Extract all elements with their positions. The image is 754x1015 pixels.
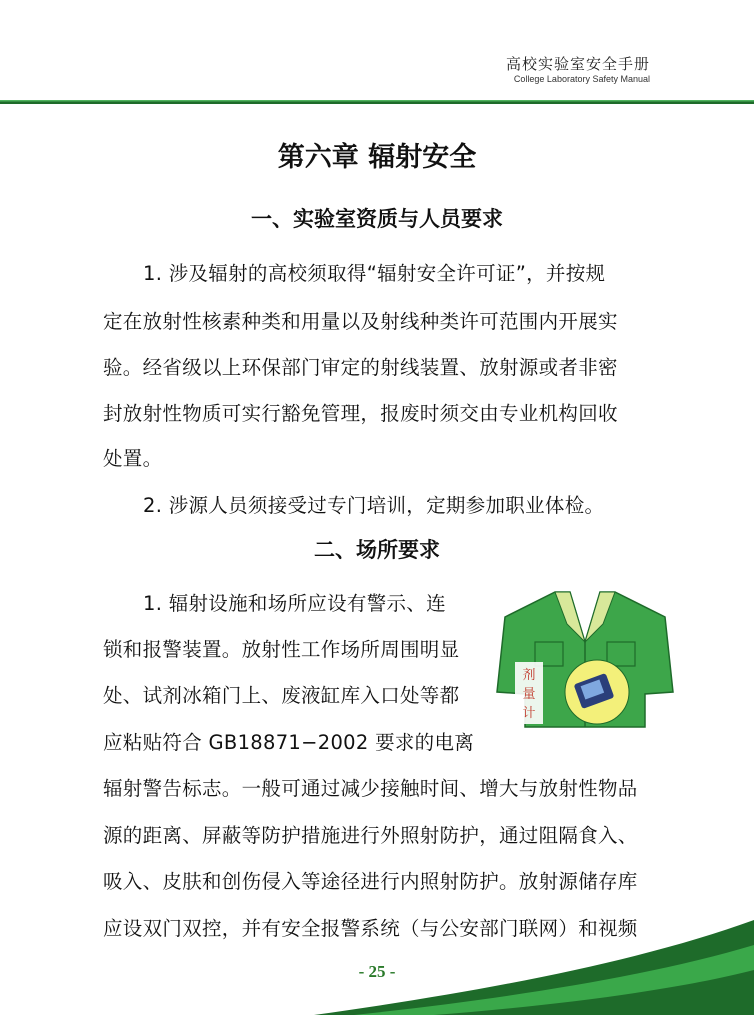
header-subtitle: College Laboratory Safety Manual (513, 74, 650, 84)
paragraph-line: 锁和报警装置。放射性工作场所周围明显 (103, 638, 460, 661)
header-title: 高校实验室安全手册 (505, 55, 650, 73)
paragraph-line: 应设双门双控，并有安全报警系统（与公安部门联网）和视频 (103, 917, 638, 940)
figure-label-char: 计 (522, 706, 536, 721)
corner-decoration (314, 920, 754, 1015)
dosimeter-illustration (495, 582, 675, 732)
paragraph-line: 2. 涉源人员须接受过专门培训，定期参加职业体检。 (143, 494, 605, 517)
paragraph-line: 处置。 (103, 447, 163, 470)
paragraph-line: 定在放射性核素种类和用量以及射线种类许可范围内开展实 (103, 310, 618, 333)
section-heading-1: 一、实验室资质与人员要求 (251, 206, 503, 231)
paragraph-line: 验。经省级以上环保部门审定的射线装置、放射源或者非密 (103, 356, 618, 379)
section-heading-2: 二、场所要求 (314, 537, 440, 562)
figure-label-char: 量 (522, 687, 536, 702)
paragraph-line: 源的距离、屏蔽等防护措施进行外照射防护，通过阻隔食入、 (103, 824, 638, 847)
paragraph-line: 吸入、皮肤和创伤侵入等途径进行内照射防护。放射源储存库 (103, 870, 638, 893)
figure-label-char: 剂 (522, 668, 536, 683)
chapter-title: 第六章 辐射安全 (277, 142, 477, 173)
paragraph-line: 辐射警告标志。一般可通过减少接触时间、增大与放射性物品 (103, 777, 638, 800)
paragraph-line: 1. 涉及辐射的高校须取得“辐射安全许可证”，并按规 (143, 262, 606, 285)
paragraph-line: 封放射性物质可实行豁免管理，报废时须交由专业机构回收 (103, 402, 618, 425)
page-number: - 25 - (358, 962, 396, 981)
header-rule (0, 98, 754, 106)
paragraph-line: 处、试剂冰箱门上、废液缸库入口处等都 (103, 684, 460, 707)
paragraph-line: 1. 辐射设施和场所应设有警示、连 (143, 592, 446, 615)
paragraph-line: 应粘贴符合 GB18871−2002 要求的电离 (103, 731, 475, 754)
